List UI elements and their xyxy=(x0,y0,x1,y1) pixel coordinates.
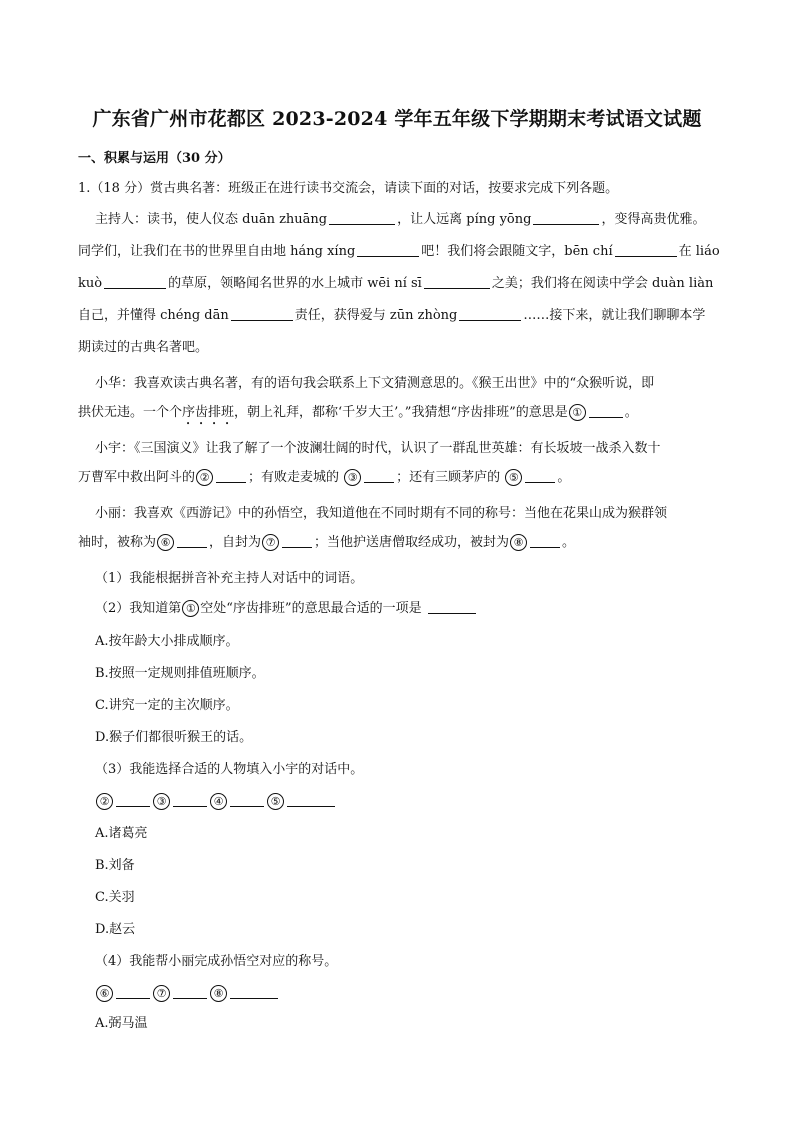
host-line-3: kuò 的草原，领略闻名世界的水上城市 wēi ní sī 之美；我们将在阅读中学会 duàn liàn xyxy=(78,276,714,291)
question-intro: 1.（18 分）赏古典名著：班级正在进行读书交流会，请读下面的对话，按要求完成下列各题。 xyxy=(78,181,619,196)
hua-line-2: 拱伏无违。一个个序齿排班，朝上礼拜，都称‘千岁大王’。”我猜想“序齿排班”的意思是 ① 。 xyxy=(78,405,638,420)
blank-weinisi[interactable] xyxy=(424,276,490,289)
answer-blank-6[interactable] xyxy=(116,986,150,999)
hua-line-1: 小华：我喜欢读古典名著，有的语句我会联系上下文猜测意思的。《猴王出世》中的“众猴听说，即 xyxy=(95,376,655,391)
option-a: A.诸葛亮 xyxy=(95,826,148,841)
option-d: D.赵云 xyxy=(95,922,136,937)
host-line-1: 主持人：读书，使人仪态 duān zhuāng ，让人远离 píng yōng ，变得高贵优雅。 xyxy=(95,212,706,227)
host-line-5: 期读过的古典名著吧。 xyxy=(78,340,209,355)
blank-5[interactable] xyxy=(525,470,555,483)
blank-chengdan[interactable] xyxy=(231,308,293,321)
circle-number-3-ans: ③ xyxy=(153,793,170,810)
yu-line-2: 万曹军中救出阿斗的 ② ；有败走麦城的 ③ ；还有三顾茅庐的 ⑤ 。 xyxy=(78,470,571,485)
blank-liaokuo[interactable] xyxy=(104,276,166,289)
answer-row-3 xyxy=(95,793,337,811)
blank-pingyong[interactable] xyxy=(533,212,599,225)
option-c: C.关羽 xyxy=(95,890,135,905)
li-line-2: 袖时，被称为 ⑥ ，自封为 ⑦ ；当他护送唐僧取经成功，被封为 ⑧ 。 xyxy=(78,535,576,550)
circle-number-8: ⑧ xyxy=(510,534,527,551)
circle-number-4-ans: ④ xyxy=(210,793,227,810)
option-b: B.刘备 xyxy=(95,858,135,873)
emphasized-phrase: 序齿排班 xyxy=(182,405,235,420)
circle-number-7: ⑦ xyxy=(262,534,279,551)
blank-2[interactable] xyxy=(216,470,246,483)
subquestion-1: （1）我能根据拼音补充主持人对话中的词语。 xyxy=(95,571,364,586)
subquestion-2: （2）我知道第 ① 空处“序齿排班”的意思最合适的一项是 xyxy=(95,600,478,618)
answer-blank-2[interactable] xyxy=(116,794,150,807)
blank-1[interactable] xyxy=(589,405,623,418)
circle-number-6-ans: ⑥ xyxy=(96,985,113,1002)
host-line-4: 自己，并懂得 chéng dān 责任，获得爱与 zūn zhòng ……接下来，就让我们聊聊本学 xyxy=(78,308,706,323)
blank-3[interactable] xyxy=(364,470,394,483)
circle-number-3: ③ xyxy=(344,469,361,486)
blank-hangxing[interactable] xyxy=(357,244,419,257)
circle-number-5-ans: ⑤ xyxy=(267,793,284,810)
li-line-1: 小丽：我喜欢《西游记》中的孙悟空，我知道他在不同时期有不同的称号：当他在花果山成为猴群领 xyxy=(95,506,668,521)
circle-number-6: ⑥ xyxy=(157,534,174,551)
blank-8[interactable] xyxy=(530,535,560,548)
answer-blank-8[interactable] xyxy=(230,986,278,999)
option-a: A.按年龄大小排成顺序。 xyxy=(95,634,239,649)
yu-line-1: 小宇：《三国演义》让我了解了一个波澜壮阔的时代，认识了一群乱世英雄：有长坂坡一战杀入数十 xyxy=(95,441,661,456)
circle-number-2: ② xyxy=(196,469,213,486)
host-line-2: 同学们，让我们在书的世界里自由地 háng xíng 吧！我们将会跟随文字，bēn chí 在 liáo xyxy=(78,244,720,259)
blank-sub2-answer[interactable] xyxy=(428,601,476,614)
blank-benchi[interactable] xyxy=(615,244,677,257)
circle-number-2-ans: ② xyxy=(96,793,113,810)
option-c: C.讲究一定的主次顺序。 xyxy=(95,698,239,713)
circle-number-1: ① xyxy=(569,404,586,421)
blank-6[interactable] xyxy=(177,535,207,548)
subquestion-4: （4）我能帮小丽完成孙悟空对应的称号。 xyxy=(95,954,338,969)
subquestion-3: （3）我能选择合适的人物填入小宇的对话中。 xyxy=(95,762,364,777)
blank-zunzhong[interactable] xyxy=(459,308,521,321)
blank-duanzhuang[interactable] xyxy=(329,212,395,225)
page-title: 广东省广州市花都区 2023-2024 学年五年级下学期期末考试语文试题 xyxy=(92,108,702,130)
answer-row-4 xyxy=(95,985,280,1003)
circle-number-1-ref: ① xyxy=(182,600,199,617)
option-a: A.弼马温 xyxy=(95,1016,148,1031)
answer-blank-3[interactable] xyxy=(173,794,207,807)
circle-number-5: ⑤ xyxy=(505,469,522,486)
circle-number-8-ans: ⑧ xyxy=(210,985,227,1002)
option-b: B.按照一定规则排值班顺序。 xyxy=(95,666,265,681)
answer-blank-4[interactable] xyxy=(230,794,264,807)
circle-number-7-ans: ⑦ xyxy=(153,985,170,1002)
answer-blank-5[interactable] xyxy=(287,794,335,807)
blank-7[interactable] xyxy=(282,535,312,548)
answer-blank-7[interactable] xyxy=(173,986,207,999)
section-heading: 一、积累与运用（30 分） xyxy=(78,151,231,166)
option-d: D.猴子们都很听猴王的话。 xyxy=(95,730,253,745)
